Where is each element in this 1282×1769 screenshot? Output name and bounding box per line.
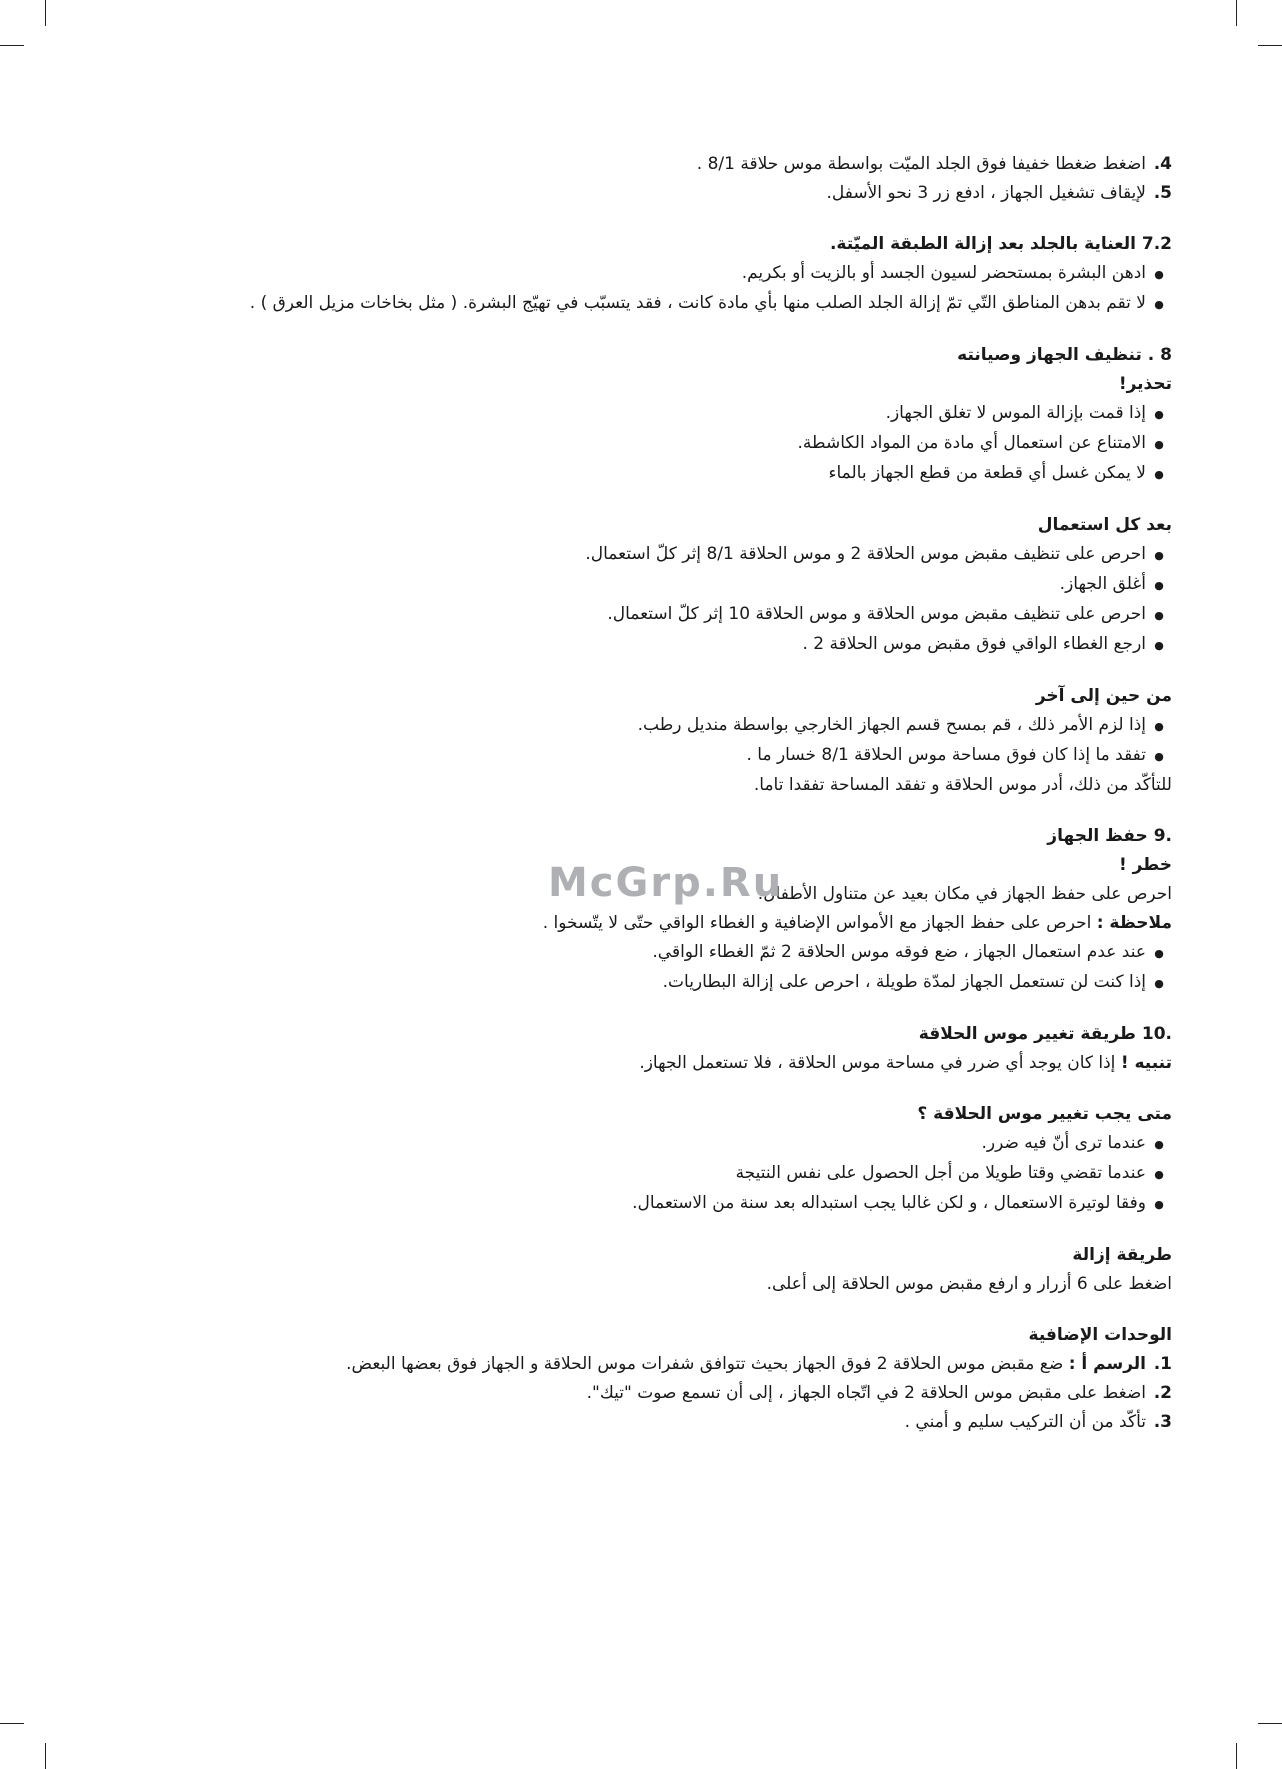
danger-label: خطر ! (1118, 855, 1172, 875)
bullet-icon: ● (1154, 408, 1164, 421)
step-item: 5.لإيقاف تشغيل الجهاز ، ادفع زر 3 نحو الأسفل. (826, 183, 1172, 203)
bullet-icon: ● (1154, 549, 1164, 562)
note-text: للتأكّد من ذلك، أدر موس الحلاقة و تفقد المساحة تفقدا تاما. (753, 775, 1172, 795)
bullet-item: ●عندما تقضي وقتا طويلا من أجل الحصول على نفس النتيجة (160, 1159, 1180, 1189)
bullet-icon: ● (1154, 977, 1164, 990)
bullet-item: ●إذا لزم الأمر ذلك ، قم بمسح قسم الجهاز الخارجي بواسطة منديل رطب. (160, 711, 1180, 741)
crop-mark (0, 1723, 24, 1724)
bullet-item: ●إذا قمت بإزالة الموس لا تغلق الجهاز. (160, 399, 1180, 429)
crop-mark (0, 45, 24, 46)
bullet-item: ●إذا كنت لن تستعمل الجهاز لمدّة طويلة ، احرص على إزالة البطاريات. (160, 968, 1180, 998)
crop-mark (1236, 1743, 1237, 1769)
bullet-item: ●لا تقم بدهن المناطق التّي تمّ إزالة الجلد الصلب منها بأي مادة كانت ، فقد يتسبّب في تهيّج البشرة. ( مثل بخاخات مزيل العرق ) . (160, 289, 1180, 319)
subsection-heading: من حين إلى آخر (1035, 686, 1172, 706)
bullet-icon: ● (1154, 298, 1164, 311)
bullet-item: ●الامتناع عن استعمال أي مادة من المواد الكاشطة. (160, 429, 1180, 459)
danger-text: احرص على حفظ الجهاز في مكان بعيد عن متناول الأطفال. (757, 884, 1172, 904)
bullet-item: ●تفقد ما إذا كان فوق مساحة موس الحلاقة 8/1 خسار ما . (160, 741, 1180, 771)
bullet-icon: ● (1154, 268, 1164, 281)
bullet-icon: ● (1154, 639, 1164, 652)
bullet-icon: ● (1154, 438, 1164, 451)
section-heading: .10 طريقة تغيير موس الحلاقة (918, 1024, 1172, 1044)
bullet-icon: ● (1154, 468, 1164, 481)
crop-mark (1236, 0, 1237, 26)
caution-line: تنبيه ! إذا كان يوجد أي ضرر في مساحة موس الحلاقة ، فلا تستعمل الجهاز. (639, 1053, 1172, 1073)
note-label: ملاحظة : (1096, 913, 1172, 933)
subsection-heading: الوحدات الإضافية (1028, 1325, 1172, 1345)
crop-mark (45, 1743, 46, 1769)
bullet-item: ●ارجع الغطاء الواقي فوق مقبض موس الحلاقة 2 . (160, 630, 1180, 660)
bullet-icon: ● (1154, 750, 1164, 763)
warning-label: تحذير! (1118, 374, 1172, 394)
step-item: 3.تأكّد من أن التركيب سليم و أمني . (904, 1412, 1172, 1432)
step-item: 2.اضغط على مقبض موس الحلاقة 2 في اتّجاه الجهاز ، إلى أن تسمع صوت "تيك". (586, 1383, 1172, 1403)
bullet-item: ●احرص على تنظيف مقبض موس الحلاقة و موس الحلاقة 10 إثر كلّ استعمال. (160, 600, 1180, 630)
bullet-icon: ● (1154, 1138, 1164, 1151)
subsection-heading: بعد كل استعمال (1037, 515, 1172, 535)
section-heading: 8 . تنظيف الجهاز وصيانته (957, 345, 1172, 365)
bullet-icon: ● (1154, 720, 1164, 733)
bullet-item: ●عندما ترى أنّ فيه ضرر. (160, 1129, 1180, 1159)
note-line: ملاحظة : احرص على حفظ الجهاز مع الأمواس الإضافية و الغطاء الواقي حتّى لا يتّسخوا . (542, 913, 1172, 933)
document-body (160, 150, 1180, 1437)
step-item: 4.اضغط ضغطا خفيفا فوق الجلد الميّت بواسطة موس حلاقة 8/1 . (696, 154, 1172, 174)
bullet-icon: ● (1154, 609, 1164, 622)
watermark-text: McGrp.Ru (548, 860, 784, 906)
step-item: 1.الرسم أ : ضع مقبض موس الحلاقة 2 فوق الجهاز بحيث تتوافق شفرات موس الحلاقة و الجهاز فوق بعضها البعض. (346, 1354, 1172, 1374)
crop-mark (45, 0, 46, 26)
bullet-item: ●عند عدم استعمال الجهاز ، ضع فوقه موس الحلاقة 2 ثمّ الغطاء الواقي. (160, 938, 1180, 968)
bullet-item: ●أغلق الجهاز. (160, 570, 1180, 600)
bullet-icon: ● (1154, 1198, 1164, 1211)
section-heading: .9 حفظ الجهاز (1047, 826, 1172, 846)
caution-label: تنبيه ! (1120, 1053, 1172, 1073)
section-heading: 7.2 العناية بالجلد بعد إزالة الطبقة الميّتة. (829, 234, 1172, 254)
removal-text: اضغط على 6 أزرار و ارفع مقبض موس الحلاقة إلى أعلى. (766, 1274, 1172, 1294)
bullet-item: ●ادهن البشرة بمستحضر لسيون الجسد أو بالزيت أو بكريم. (160, 259, 1180, 289)
bullet-icon: ● (1154, 1168, 1164, 1181)
bullet-icon: ● (1154, 579, 1164, 592)
bullet-icon: ● (1154, 947, 1164, 960)
subsection-heading: متى يجب تغيير موس الحلاقة ؟ (917, 1104, 1172, 1124)
subsection-heading: طريقة إزالة (1072, 1245, 1172, 1265)
bullet-item: ●وفقا لوتيرة الاستعمال ، و لكن غالبا يجب استبداله بعد سنة من الاستعمال. (160, 1189, 1180, 1219)
bullet-item: ●احرص على تنظيف مقبض موس الحلاقة 2 و موس الحلاقة 8/1 إثر كلّ استعمال. (160, 540, 1180, 570)
crop-mark (1258, 45, 1282, 46)
crop-mark (1258, 1723, 1282, 1724)
bullet-item: ●لا يمكن غسل أي قطعة من قطع الجهاز بالماء (160, 459, 1180, 489)
